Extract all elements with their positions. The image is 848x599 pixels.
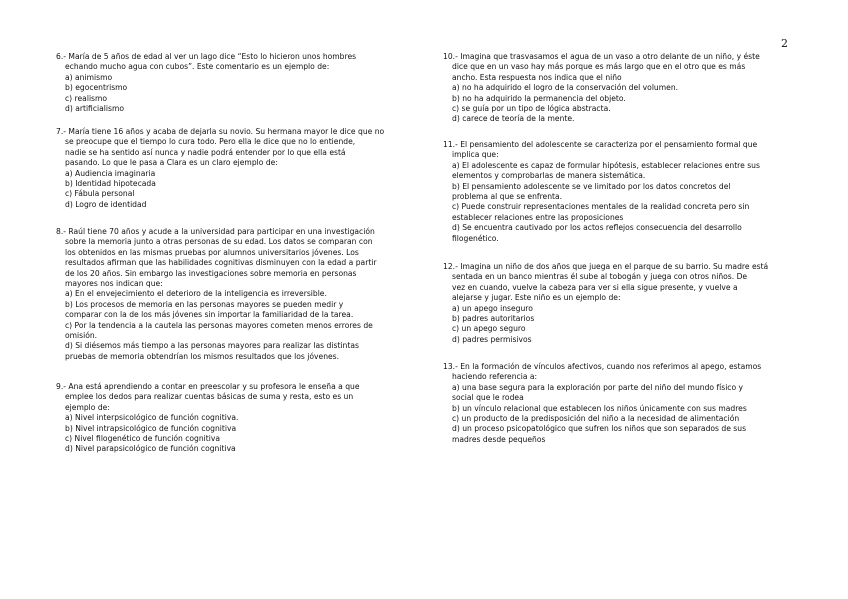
question-text: resultados afirman que las habilidades cognitivas disminuyen con la edad a partir <box>65 258 377 268</box>
question-text: 9.- Ana está aprendiendo a contar en preescolar y su profesora le enseña a que <box>56 382 360 391</box>
answer-option: d) Logro de identidad <box>65 199 147 209</box>
answer-option: b) egocentrismo <box>65 83 128 93</box>
answer-option: b) un vínculo relacional que establecen los niños únicamente con sus madres <box>452 403 747 413</box>
question-text: 8.- Raúl tiene 70 años y acude a la universidad para participar en una investigación <box>56 227 375 236</box>
question-text: haciendo referencia a: <box>452 372 538 382</box>
question-text: sobre la memoria junto a otras personas de su edad. Los datos se comparan con <box>65 237 373 247</box>
answer-option: d) Si diésemos más tiempo a las personas mayores para realizar las distintas <box>65 341 359 351</box>
answer-option: d) artificialismo <box>65 104 124 114</box>
question-6 <box>56 52 412 114</box>
answer-option: b) Nivel intrapsicológico de función cognitiva <box>65 423 237 433</box>
answer-option: b) padres autoritarios <box>452 314 535 324</box>
answer-option: problema al que se enfrenta. <box>452 192 563 202</box>
answer-option: a) Audiencia imaginaria <box>65 168 156 178</box>
question-text: mayores nos indican que: <box>65 279 163 289</box>
question-text: implica que: <box>452 150 499 160</box>
answer-option: a) no ha adquirido el logro de la conservación del volumen. <box>452 83 679 93</box>
answer-option: d) un proceso psicopatológico que sufren los niños que son separados de sus <box>452 424 747 434</box>
question-text: los obtenidos en las mismas pruebas por alumnos universitarios jóvenes. Los <box>65 247 359 257</box>
answer-option: c) Fábula personal <box>65 189 135 199</box>
answer-option: b) El pensamiento adolescente se ve limitado por los datos concretos del <box>452 181 731 191</box>
answer-option: a) una base segura para la exploración por parte del niño del mundo físico y <box>452 382 744 392</box>
answer-option: c) Puede construir representaciones mentales de la realidad concreta pero sin <box>452 202 750 212</box>
left-column <box>56 52 412 454</box>
answer-option: c) Nivel filogenético de función cognitiva <box>65 434 221 444</box>
question-text: alejarse y jugar. Este niño es un ejemplo de: <box>452 293 621 303</box>
question-13 <box>443 362 761 445</box>
answer-option: b) Los procesos de memoria en las personas mayores se pueden medir y <box>65 299 344 309</box>
answer-option: d) padres permisivos <box>452 334 532 344</box>
answer-option: d) Se encuentra cautivado por los actos reflejos consecuencia del desarrollo <box>452 223 742 233</box>
answer-option: c) realismo <box>65 93 108 103</box>
answer-option: madres desde pequeños <box>452 434 546 444</box>
answer-option: b) Identidad hipotecada <box>65 179 156 189</box>
answer-option: d) carece de teoría de la mente. <box>452 114 575 124</box>
question-text: 11.- El pensamiento del adolescente se caracteriza por el pensamiento formal que <box>443 140 758 149</box>
answer-option: c) un producto de la predisposición del niño a la necesidad de alimentación <box>452 414 740 424</box>
answer-option: d) Nivel parapsicológico de función cognitiva <box>65 444 236 454</box>
question-text: 6.- María de 5 años de edad al ver un lago dice “Esto lo hicieron unos hombres <box>56 52 357 61</box>
answer-option: c) se guía por un tipo de lógica abstracta. <box>452 104 611 114</box>
question-text: 10.- Imagina que trasvasamos el agua de un vaso a otro delante de un niño, y éste <box>443 52 760 61</box>
question-text: de los 20 años. Sin embargo las investigaciones sobre memoria en personas <box>65 268 357 278</box>
question-text: echando mucho agua con cubos”. Este comentario es un ejemplo de: <box>65 62 330 72</box>
answer-option: a) En el envejecimiento el deterioro de la inteligencia es irreversible. <box>65 289 327 299</box>
answer-option: a) animismo <box>65 72 113 82</box>
question-text: 12.- Imagina un niño de dos años que juega en el parque de su barrio. Su madre está <box>443 262 769 271</box>
question-9 <box>56 382 360 455</box>
question-10 <box>443 52 760 125</box>
answer-option: comparar con la de los más jóvenes sin importar la familiaridad de la tarea. <box>65 310 354 320</box>
question-text: vez en cuando, vuelve la cabeza para ver si ella sigue presente, y vuelve a <box>452 282 738 292</box>
question-7 <box>56 127 384 210</box>
question-text: ancho. Esta respuesta nos indica que el niño <box>452 72 622 82</box>
page-number: 2 <box>781 37 788 50</box>
question-12 <box>443 262 768 345</box>
answer-option: b) no ha adquirido la permanencia del objeto. <box>452 93 626 103</box>
answer-option: omisión. <box>65 331 98 341</box>
question-8 <box>56 227 377 362</box>
answer-option: pruebas de memoria obtendrían los mismos resultados que los jóvenes. <box>65 351 340 361</box>
answer-option: c) un apego seguro <box>452 324 526 334</box>
answer-option: a) un apego inseguro <box>452 303 533 313</box>
question-text: dice que en un vaso hay más porque es más largo que en el otro que es más <box>452 62 746 72</box>
question-text: ejemplo de: <box>65 402 110 412</box>
question-text: pasando. Lo que le pasa a Clara es un claro ejemplo de: <box>65 158 278 168</box>
answer-option: a) El adolescente es capaz de formular hipótesis, establecer relaciones entre sus <box>452 160 760 170</box>
question-text: 13.- En la formación de vínculos afectivos, cuando nos referimos al apego, estamos <box>443 362 762 371</box>
question-text: se preocupe que el tiempo lo cura todo. Pero ella le dice que no lo entiende, <box>65 137 356 147</box>
answer-option: c) Por la tendencia a la cautela las personas mayores cometen menos errores de <box>65 320 373 330</box>
question-text: nadie se ha sentido así nunca y nadie podrá entender por lo que ella está <box>65 147 346 157</box>
answer-option: social que le rodea <box>452 393 524 403</box>
question-text: emplee los dedos para realizar cuentas básicas de suma y resta, esto es un <box>65 392 354 402</box>
question-text: sentada en un banco mientras él sube al tobogán y juega con otros niños. De <box>452 272 748 282</box>
answer-option: elementos y comprobarlas de manera sistemática. <box>452 171 646 181</box>
question-11 <box>443 140 760 244</box>
answer-option: filogenético. <box>452 233 499 243</box>
answer-option: establecer relaciones entre las proposiciones <box>452 212 624 222</box>
question-text: 7.- María tiene 16 años y acaba de dejarla su novio. Su hermana mayor le dice que no <box>56 127 385 136</box>
answer-option: a) Nivel interpsicológico de función cognitiva. <box>65 413 239 423</box>
